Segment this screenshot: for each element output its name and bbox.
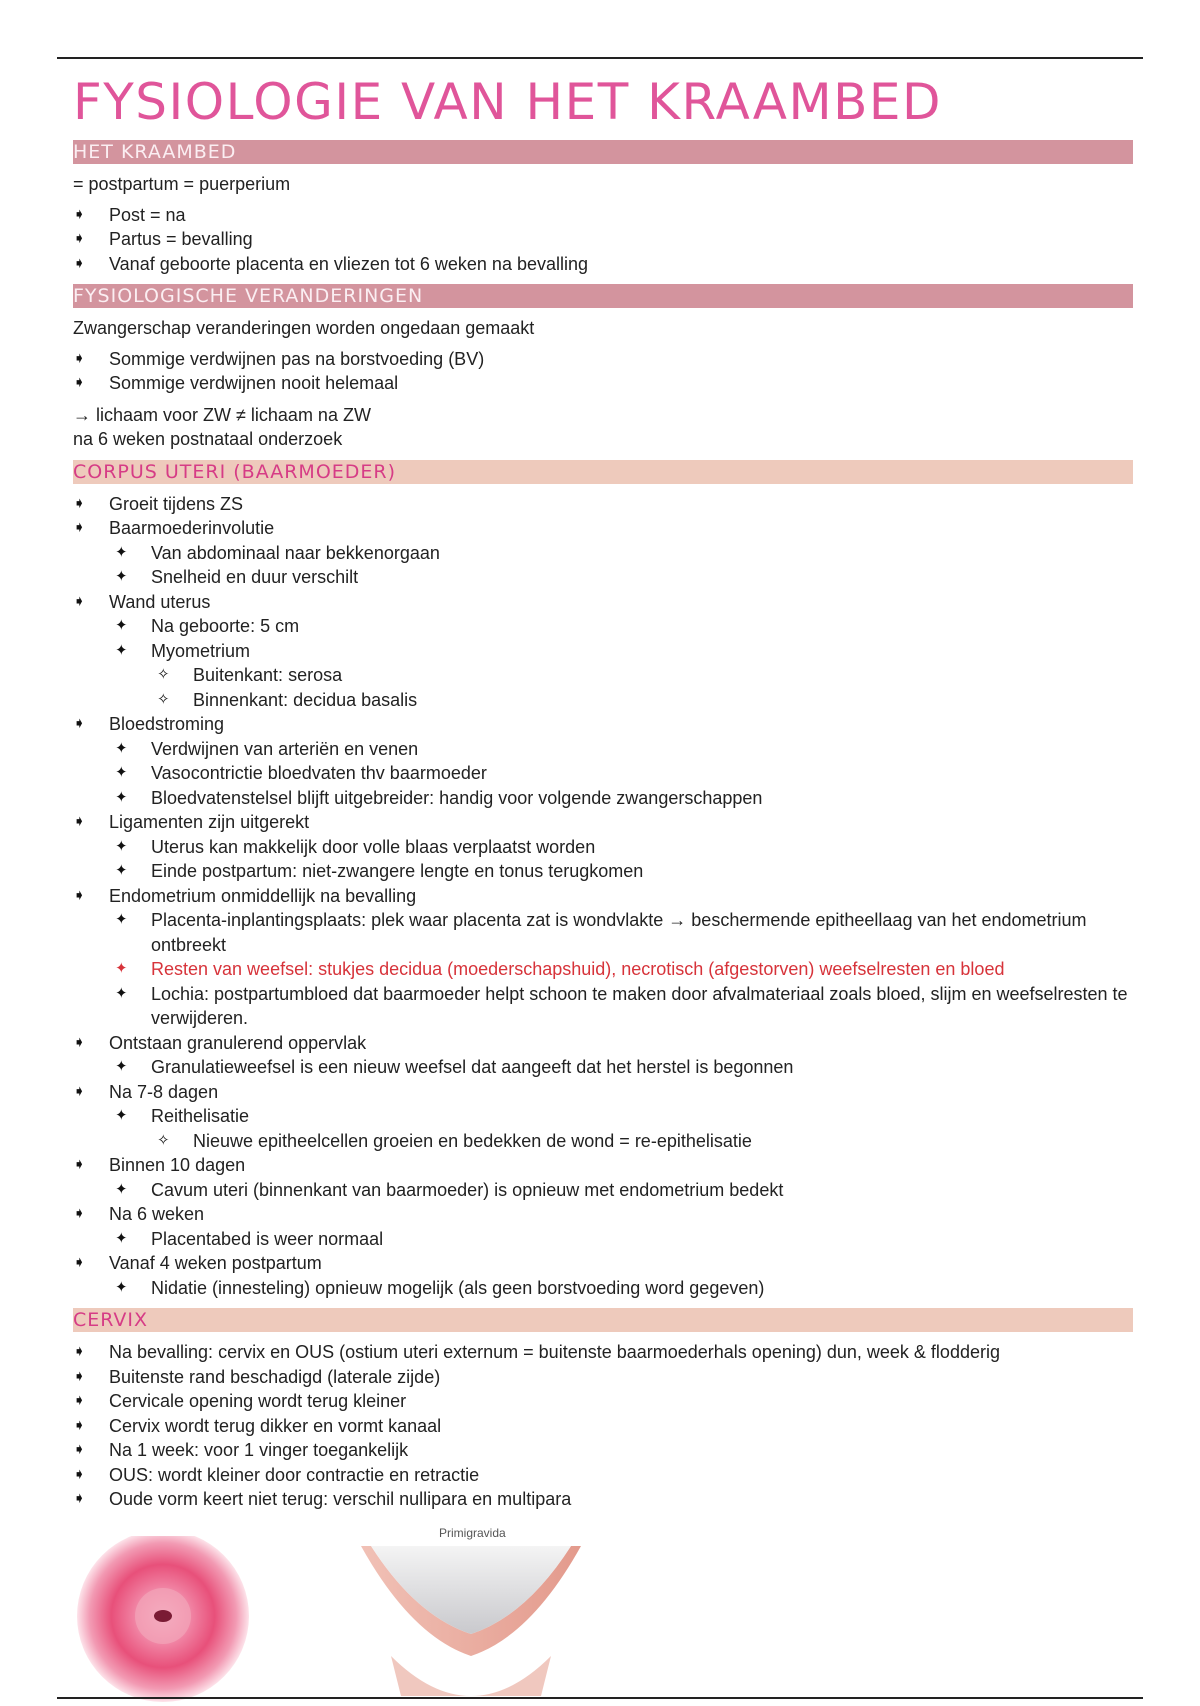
arrow-bullet-icon: ➧ [73, 1156, 86, 1173]
list-item [115, 541, 1133, 566]
list-item-text: Cervicale opening wordt terug kleiner [109, 1391, 407, 1411]
list-item-text: Baarmoederinvolutie [109, 518, 275, 538]
arrow-bullet-icon: ➧ [73, 1392, 86, 1409]
star-bullet-icon: ✦ [115, 788, 128, 806]
paragraph: na 6 weken postnataal onderzoek [73, 429, 343, 449]
list-item-text: OUS: wordt kleiner door contractie en retractie [109, 1464, 480, 1485]
diamond-bullet-icon: ✧ [157, 690, 170, 708]
bullet-list [73, 492, 1133, 1301]
list-item [115, 1055, 1133, 1080]
list-item [73, 1414, 1133, 1439]
list-item [73, 1487, 1133, 1512]
sub-list [115, 1227, 1133, 1252]
section-heading-kraambed: HET KRAAMBED [73, 140, 1133, 164]
sub-list [115, 1178, 1133, 1203]
sub-list [115, 835, 1133, 884]
list-item [73, 371, 1133, 396]
list-item-text: Van abdominaal naar bekkenorgaan [151, 542, 440, 563]
list-item-text: Granulatieweefsel is een nieuw weefsel dat aangeeft dat het herstel is begonnen [151, 1057, 794, 1077]
list-item-text: Vanaf 4 weken postpartum [109, 1253, 322, 1273]
star-bullet-icon: ✦ [115, 641, 128, 659]
list-item [115, 1227, 1133, 1252]
list-item [73, 516, 1133, 590]
list-item-text: Bloedstroming [109, 714, 225, 734]
list-item-text: Placenta-inplantingsplaats: plek waar placenta zat is wondvlakte → beschermende epitheellaag van het endometrium ontbreekt [151, 910, 1087, 955]
list-item [115, 639, 1133, 713]
list-item [73, 1389, 1133, 1414]
arrow-bullet-icon: ➧ [73, 1205, 86, 1222]
list-item [73, 1365, 1133, 1390]
list-item [73, 1153, 1133, 1202]
list-item [115, 1276, 1133, 1301]
star-bullet-icon: ✦ [115, 764, 128, 781]
arrow-bullet-icon: ➧ [73, 1416, 86, 1434]
list-item [115, 835, 1133, 860]
list-item [73, 1340, 1133, 1365]
sub-list [115, 1276, 1133, 1301]
diamond-bullet-icon: ✧ [157, 1131, 170, 1149]
arrow-bullet-icon: ➧ [73, 1254, 86, 1271]
list-item [73, 810, 1133, 884]
document-body [73, 72, 1133, 1696]
list-item [157, 1129, 1133, 1154]
list-item-text: Cervix wordt terug dikker en vormt kanaal [109, 1415, 442, 1436]
bullet-list [73, 203, 1133, 277]
list-item-text: Einde postpartum: niet-zwangere lengte en tonus terugkomen [151, 861, 644, 881]
list-item-text: Ligamenten zijn uitgerekt [109, 812, 310, 832]
list-item [73, 590, 1133, 713]
list-item [73, 1031, 1133, 1080]
arrow-bullet-icon: ➧ [73, 592, 86, 610]
sub-list [115, 737, 1133, 811]
list-item [115, 859, 1133, 884]
arrow-bullet-icon: ➧ [73, 715, 86, 732]
arrow-bullet-icon: ➧ [73, 1490, 86, 1507]
section-heading-cervix: CERVIX [73, 1308, 1133, 1332]
list-item-text: Wand uterus [109, 591, 211, 612]
list-item-text: Oude vorm keert niet terug: verschil nullipara en multipara [109, 1489, 572, 1509]
arrow-bullet-icon: ➧ [73, 1033, 86, 1051]
list-item-text: Binnenkant: decidua basalis [193, 689, 418, 710]
list-item-text: Na bevalling: cervix en OUS (ostium uteri externum = buitenste baarmoederhals opening) dun, week & flodderig [109, 1342, 1000, 1362]
list-item-text: Buitenkant: serosa [193, 665, 343, 685]
list-item [115, 786, 1133, 811]
list-item-text: Post = na [109, 204, 186, 225]
list-item-text: Endometrium onmiddellijk na bevalling [109, 885, 417, 906]
sub-list [115, 614, 1133, 712]
star-bullet-icon: ✦ [115, 1229, 128, 1247]
list-item-text: Reithelisatie [151, 1106, 250, 1126]
list-item-text: Nieuwe epitheelcellen groeien en bedekken de wond = re-epithelisatie [193, 1130, 752, 1151]
list-item [157, 688, 1133, 713]
list-item-text: Uterus kan makkelijk door volle blaas verplaatst worden [151, 836, 596, 857]
paragraph: → lichaam voor ZW ≠ lichaam na ZW [73, 404, 371, 425]
list-item [115, 908, 1133, 957]
list-item-text: Nidatie (innesteling) opnieuw mogelijk (als geen borstvoeding word gegeven) [151, 1277, 765, 1298]
list-item [73, 227, 1133, 252]
diamond-bullet-icon: ✧ [157, 666, 170, 683]
list-item [115, 565, 1133, 590]
list-item [73, 1080, 1133, 1154]
list-item [73, 1202, 1133, 1251]
list-item [73, 1438, 1133, 1463]
bullet-list [73, 1340, 1133, 1512]
list-item [115, 982, 1133, 1031]
arrow-bullet-icon: ➧ [73, 374, 86, 391]
list-item-text: Binnen 10 dagen [109, 1155, 246, 1175]
sub-list [115, 908, 1133, 1031]
list-item [115, 1104, 1133, 1153]
list-item [73, 712, 1133, 810]
list-item-text: Placentabed is weer normaal [151, 1228, 384, 1249]
list-item-text: Lochia: postpartumbloed dat baarmoeder helpt schoon te maken door afvalmateriaal zoals bloed, slijm en weefselresten te verwijderen. [151, 983, 1128, 1028]
arrow-bullet-icon: ➧ [73, 494, 86, 512]
page-title: FYSIOLOGIE VAN HET KRAAMBED [73, 73, 943, 131]
cervix-figures [73, 1526, 1133, 1696]
list-item-text: Ontstaan granulerend oppervlak [109, 1032, 367, 1053]
list-item-text: Sommige verdwijnen pas na borstvoeding (BV) [109, 348, 485, 369]
list-item-text: Na 6 weken [109, 1204, 205, 1224]
list-item-text: Verdwijnen van arteriën en venen [151, 738, 419, 759]
list-item-text: Sommige verdwijnen nooit helemaal [109, 373, 399, 393]
star-bullet-icon: ✦ [115, 568, 128, 585]
list-item [73, 203, 1133, 228]
arrow-bullet-icon: ➧ [73, 886, 86, 904]
list-item [157, 663, 1133, 688]
star-bullet-icon: ✦ [115, 911, 128, 928]
star-bullet-icon: ✦ [115, 1278, 128, 1296]
list-item [73, 492, 1133, 517]
list-item [115, 1178, 1133, 1203]
star-bullet-icon: ✦ [115, 862, 128, 879]
list-item-text: Groeit tijdens ZS [109, 493, 244, 514]
list-item [73, 1463, 1133, 1488]
arrow-bullet-icon: ➧ [73, 254, 86, 272]
arrow-bullet-icon: ➧ [73, 1082, 86, 1100]
star-bullet-icon: ✦ [115, 739, 128, 757]
star-bullet-icon: ✦ [115, 617, 128, 634]
list-item-text: Partus = bevalling [109, 229, 253, 249]
list-item-text: Snelheid en duur verschilt [151, 567, 359, 587]
list-item-text: Myometrium [151, 640, 251, 661]
arrow-bullet-icon: ➧ [73, 519, 86, 536]
star-bullet-icon: ✦ [115, 1058, 128, 1075]
list-item-text: Na 7-8 dagen [109, 1081, 219, 1102]
list-item-text: Buitenste rand beschadigd (laterale zijde) [109, 1366, 441, 1387]
arrow-bullet-icon: ➧ [73, 1367, 86, 1385]
section-heading-corpus: CORPUS UTERI (BAARMOEDER) [73, 460, 1133, 484]
list-item-text: Vanaf geboorte placenta en vliezen tot 6 weken na bevalling [109, 253, 589, 274]
sub-sub-list [157, 663, 1133, 712]
top-rule [57, 57, 1143, 59]
list-item [115, 737, 1133, 762]
list-item [115, 761, 1133, 786]
arrow-bullet-icon: ➧ [73, 230, 86, 247]
arrow-bullet-icon: ➧ [73, 1343, 86, 1360]
arrow-bullet-icon: ➧ [73, 813, 86, 830]
arrow-bullet-icon: ➧ [73, 205, 86, 223]
sub-sub-list [157, 1129, 1133, 1154]
star-bullet-icon: ✦ [115, 984, 128, 1002]
list-item-text: Cavum uteri (binnenkant van baarmoeder) is opnieuw met endometrium bedekt [151, 1179, 784, 1200]
cervix-os-illustration [75, 1536, 255, 1706]
section-heading-fysiologische: FYSIOLOGISCHE VERANDERINGEN [73, 284, 1133, 308]
list-item-text: Vasocontrictie bloedvaten thv baarmoeder [151, 763, 487, 783]
list-item [73, 252, 1133, 277]
list-item-text: Resten van weefsel: stukjes decidua (moederschapshuid), necrotisch (afgestorven) weefselresten en bloed [151, 959, 1005, 979]
sub-list [115, 1055, 1133, 1080]
paragraph: Zwangerschap veranderingen worden ongedaan gemaakt [73, 318, 535, 338]
paragraph: = postpartum = puerperium [73, 174, 291, 194]
sub-list [115, 541, 1133, 590]
list-item-text: Bloedvatenstelsel blijft uitgebreider: handig voor volgende zwangerschappen [151, 787, 763, 808]
primigravida-illustration [351, 1546, 591, 1696]
arrow-bullet-icon: ➧ [73, 349, 86, 367]
list-item-highlight [115, 957, 1133, 982]
star-bullet-icon: ✦ [115, 1107, 128, 1124]
list-item [73, 884, 1133, 1031]
arrow-bullet-icon: ➧ [73, 1441, 86, 1458]
star-bullet-icon: ✦ [115, 837, 128, 855]
list-item [73, 347, 1133, 372]
star-bullet-icon: ✦ [115, 1180, 128, 1198]
bottom-rule [57, 1697, 1143, 1699]
sub-list [115, 1104, 1133, 1153]
arrow-bullet-icon: ➧ [73, 1465, 86, 1483]
bullet-list [73, 347, 1133, 396]
star-bullet-icon: ✦ [115, 543, 128, 561]
list-item [73, 1251, 1133, 1300]
list-item-text: Na geboorte: 5 cm [151, 616, 300, 636]
figure-caption: Primigravida [439, 1525, 506, 1540]
list-item-text: Na 1 week: voor 1 vinger toegankelijk [109, 1440, 409, 1460]
star-bullet-icon: ✦ [115, 960, 128, 977]
list-item [115, 614, 1133, 639]
